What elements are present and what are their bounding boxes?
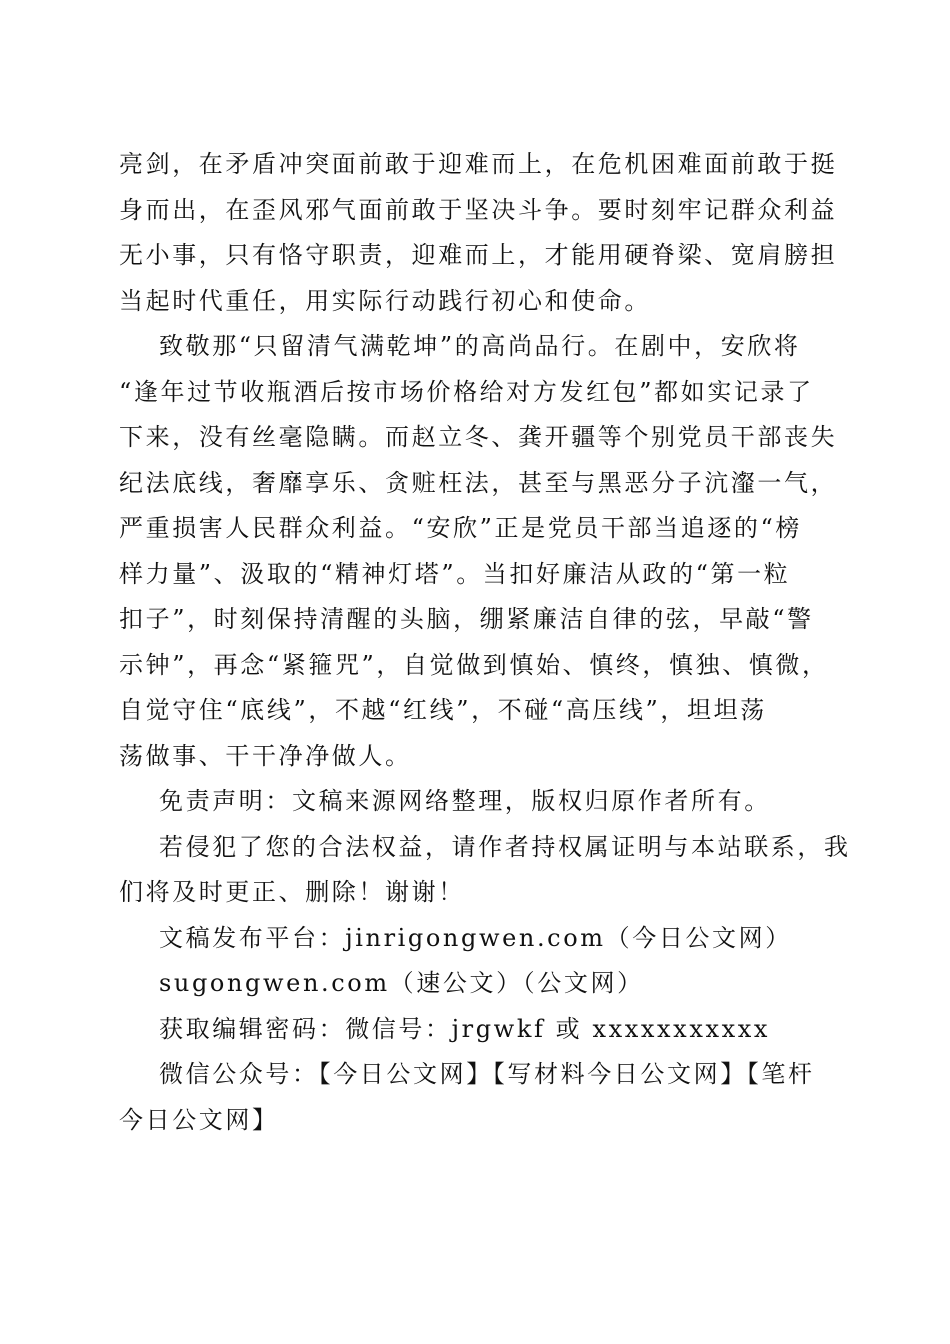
text-line: 身而出，在歪风邪气面前敢于坚决斗争。要时刻牢记群众利益 xyxy=(119,195,838,224)
password-line: 获取编辑密码：微信号：jrgwkf 或 xxxxxxxxxxx xyxy=(159,1014,770,1043)
wechat-line: 微信公众号：【今日公文网】【写材料今日公文网】【笔杆 xyxy=(159,1060,815,1088)
text-line: 当起时代重任，用实际行动践行初心和使命。 xyxy=(119,286,651,315)
text-line: 扣子”，时刻保持清醒的头脑，绷紧廉洁自律的弦，早敲“警 xyxy=(119,605,814,633)
platform-line: 文稿发布平台：jinrigongwen.com（今日公文网） xyxy=(159,923,792,952)
text-line: 致敬那“只留清气满乾坤”的高尚品行。在剧中，安欣将 xyxy=(159,332,801,360)
text-line: 纪法底线，奢靡享乐、贪赃枉法，甚至与黑恶分子沆瀣一气， xyxy=(119,468,838,497)
text-line: “逢年过节收瓶酒后按市场价格给对方发红包”都如实记录了 xyxy=(119,377,814,406)
wechat-line: 今日公文网】 xyxy=(119,1105,279,1134)
disclaimer-line: 们将及时更正、删除！谢谢！ xyxy=(119,878,465,906)
text-line: 自觉守住“底线”，不越“红线”，不碰“高压线”，坦坦荡 xyxy=(119,696,767,724)
document-body xyxy=(119,142,851,1143)
text-line: 无小事，只有恪守职责，迎难而上，才能用硬脊梁、宽肩膀担 xyxy=(119,241,838,269)
text-line: 下来，没有丝毫隐瞒。而赵立冬、龚开疆等个别党员干部丧失 xyxy=(119,423,838,451)
text-line: 荡做事、干干净净做人。 xyxy=(119,741,412,770)
text-line: 严重损害人民群众利益。“安欣”正是党员干部当追逐的“榜 xyxy=(119,514,803,542)
disclaimer-line: 若侵犯了您的合法权益，请作者持权属证明与本站联系，我 xyxy=(159,832,851,861)
text-line: 样力量”、汲取的“精神灯塔”。当扣好廉洁从政的“第一粒 xyxy=(119,559,791,588)
disclaimer-line: 免责声明：文稿来源网络整理，版权归原作者所有。 xyxy=(159,787,771,815)
text-line: 示钟”，再念“紧箍咒”，自觉做到慎始、慎终，慎独、慎微， xyxy=(119,650,829,679)
text-line: 亮剑，在矛盾冲突面前敢于迎难而上，在危机困难面前敢于挺 xyxy=(119,150,838,178)
platform-line: sugongwen.com（速公文）（公文网） xyxy=(159,969,644,997)
